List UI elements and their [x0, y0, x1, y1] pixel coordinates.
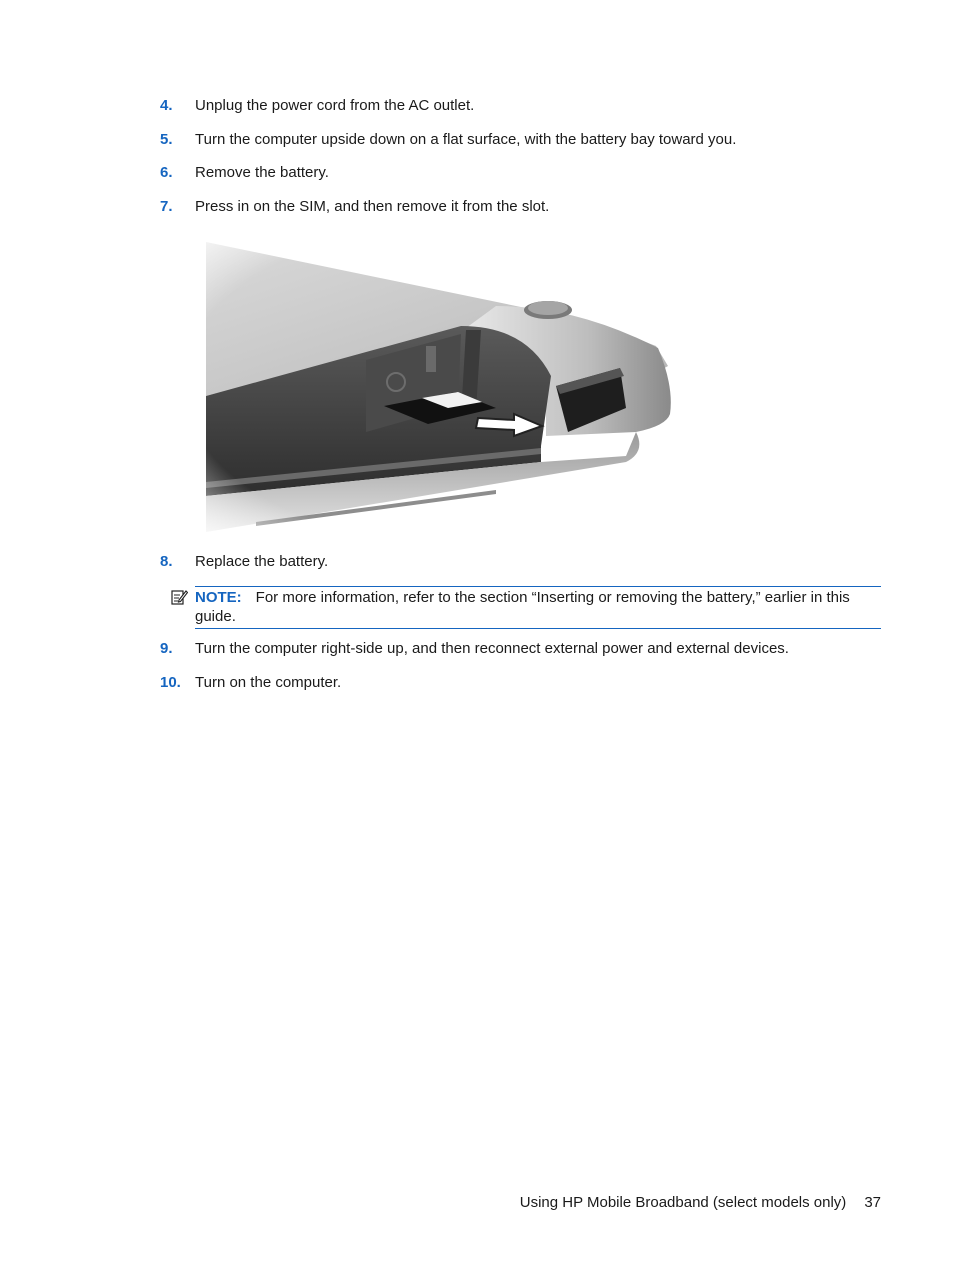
step-text: Turn on the computer. — [195, 674, 342, 691]
step-text: Replace the battery. — [195, 553, 329, 570]
step-number: 4. — [160, 97, 173, 114]
footer-title: Using HP Mobile Broadband (select models only) — [519, 1194, 847, 1211]
step-number: 9. — [160, 640, 173, 657]
sim-removal-figure — [196, 236, 686, 532]
step-number: 7. — [160, 198, 173, 215]
note-text: For more information, refer to the section “Inserting or removing the battery,” earlier in this guide. — [195, 589, 850, 625]
step-number: 5. — [160, 131, 173, 148]
step-text: Unplug the power cord from the AC outlet. — [195, 97, 475, 114]
step-text: Remove the battery. — [195, 164, 329, 181]
step-text: Turn the computer right-side up, and then reconnect external power and external devices. — [195, 640, 789, 657]
note-pencil-icon — [170, 588, 188, 606]
page-footer — [520, 1193, 881, 1212]
step-text: Turn the computer upside down on a flat surface, with the battery bay toward you. — [195, 131, 737, 148]
step-number: 10. — [160, 674, 181, 691]
note-box — [195, 586, 881, 629]
page-number: 37 — [864, 1194, 881, 1211]
note-label: NOTE: — [195, 589, 242, 606]
sim-removal-illustration — [196, 236, 686, 532]
step-text: Press in on the SIM, and then remove it from the slot. — [195, 198, 550, 215]
step-number: 8. — [160, 553, 173, 570]
step-number: 6. — [160, 164, 173, 181]
